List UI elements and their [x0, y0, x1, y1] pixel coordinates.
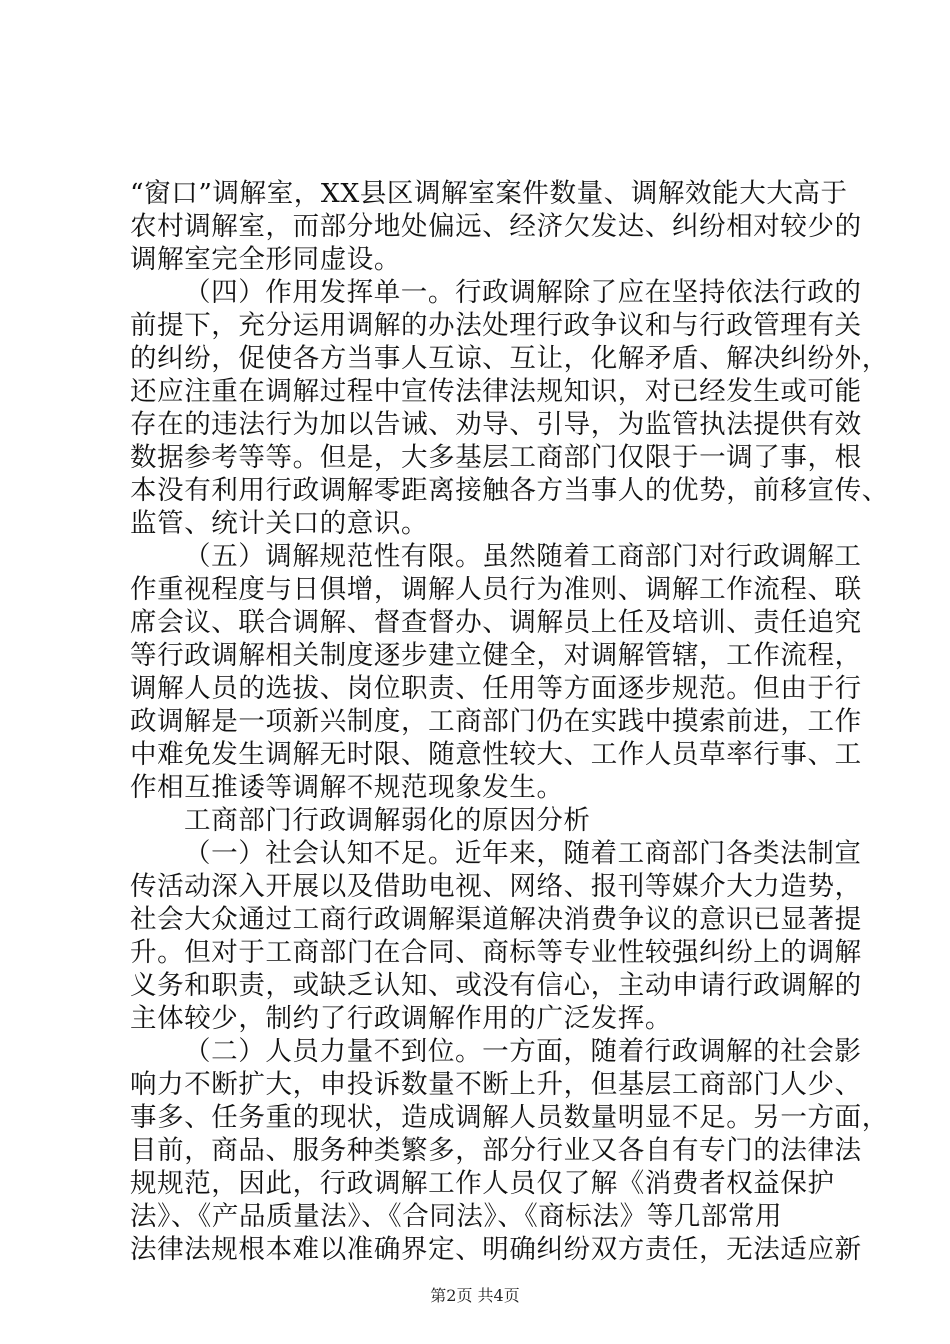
text-line: 还应注重在调解过程中宣传法律法规知识，对已经发生或可能: [130, 376, 862, 407]
text-line: 等行政调解相关制度逐步建立健全，对调解管辖，工作流程，: [130, 640, 862, 671]
text-line: 前提下，充分运用调解的办法处理行政争议和与行政管理有关: [130, 310, 862, 341]
text-line: 升。但对于工商部门在合同、商标等专业性较强纠纷上的调解: [130, 937, 862, 968]
text-line: 农村调解室，而部分地处偏远、经济欠发达、纠纷相对较少的: [130, 211, 862, 242]
section-heading: 工商部门行政调解弱化的原因分析: [184, 805, 591, 836]
page-footer: [0, 1286, 950, 1306]
text-line: 目前，商品、服务种类繁多，部分行业又各自有专门的法律法: [130, 1135, 862, 1166]
text-line: 调解人员的选拔、岗位职责、任用等方面逐步规范。但由于行: [130, 673, 862, 704]
text-line: 本没有利用行政调解零距离接触各方当事人的优势，前移宣传、: [130, 475, 889, 506]
text-line: 事多、任务重的现状，造成调解人员数量明显不足。另一方面，: [130, 1102, 889, 1133]
text-line: 中难免发生调解无时限、随意性较大、工作人员草率行事、工: [130, 739, 862, 770]
text-line: 传活动深入开展以及借助电视、网络、报刊等媒介大力造势，: [130, 871, 862, 902]
text-line: 响力不断扩大，申投诉数量不断上升，但基层工商部门人少、: [130, 1069, 862, 1100]
text-line: 调解室完全形同虚设。: [130, 244, 401, 275]
text-line: （一）社会认知不足。近年来，随着工商部门各类法制宣: [184, 838, 862, 869]
text-line: 主体较少，制约了行政调解作用的广泛发挥。: [130, 1003, 672, 1034]
text-line: 作重视程度与日俱增，调解人员行为准则、调解工作流程、联: [130, 574, 862, 605]
text-line: 数据参考等等。但是，大多基层工商部门仅限于一调了事，根: [130, 442, 862, 473]
text-line: 政调解是一项新兴制度，工商部门仍在实践中摸索前进，工作: [130, 706, 862, 737]
text-line: “窗口”调解室，XX县区调解室案件数量、调解效能大大高于: [130, 178, 848, 209]
text-line: （四）作用发挥单一。行政调解除了应在坚持依法行政的: [184, 277, 862, 308]
text-line: 法》、《产品质量法》、《合同法》、《商标法》等几部常用: [130, 1201, 783, 1232]
text-line: （五）调解规范性有限。虽然随着工商部门对行政调解工: [184, 541, 862, 572]
text-line: 监管、统计关口的意识。: [130, 508, 429, 539]
text-line: 法律法规根本难以准确界定、明确纠纷双方责任，无法适应新: [130, 1234, 862, 1265]
text-line: 社会大众通过工商行政调解渠道解决消费争议的意识已显著提: [130, 904, 862, 935]
page-number: 第2页 共4页: [430, 1286, 520, 1305]
text-line: 席会议、联合调解、督查督办、调解员上任及培训、责任追究: [130, 607, 862, 638]
text-line: 规规范，因此，行政调解工作人员仅了解《消费者权益保护: [130, 1168, 835, 1199]
text-line: 存在的违法行为加以告诫、劝导、引导，为监管执法提供有效: [130, 409, 862, 440]
text-line: （二）人员力量不到位。一方面，随着行政调解的社会影: [184, 1036, 862, 1067]
text-line: 义务和职责，或缺乏认知、或没有信心，主动申请行政调解的: [130, 970, 862, 1001]
text-line: 作相互推诿等调解不规范现象发生。: [130, 772, 564, 803]
text-line: 的纠纷，促使各方当事人互谅、互让，化解矛盾、解决纠纷外，: [130, 343, 889, 374]
